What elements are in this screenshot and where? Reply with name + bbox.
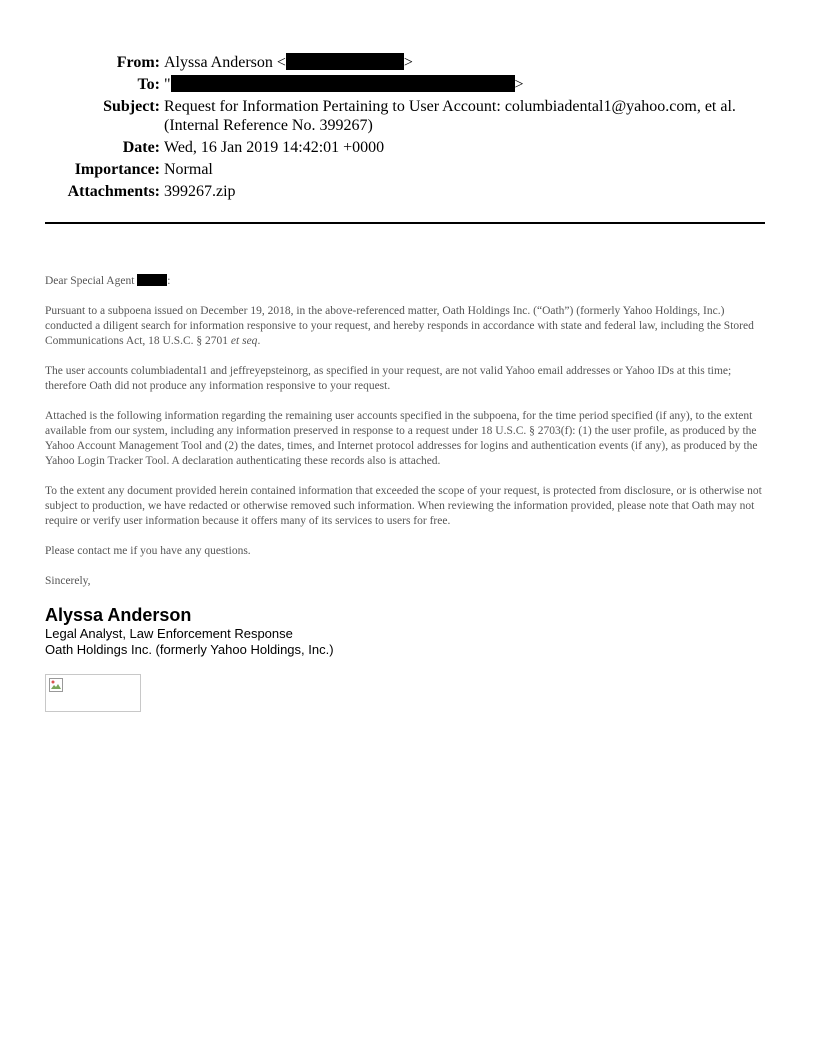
letter-body (45, 274, 771, 604)
to-row (0, 75, 816, 94)
signature-title: Legal Analyst, Law Enforcement Response (45, 626, 293, 641)
paragraph-redaction: To the extent any document provided herein contained information that exceeded the scope of your request, is protected from disclosure, or is otherwise not subject to production, we have redacted or otherwise removed such information. When reviewing the information provided, please note that Oath may not require or verify user information because it offers many of its services to users for free. (45, 485, 762, 527)
signature-block (45, 604, 334, 658)
email-header (0, 53, 816, 204)
redacted-email (286, 53, 404, 70)
paragraph-attached-info: Attached is the following information regarding the remaining user accounts specified in the subpoena, for the time period specified (if any), to the extent available from our system, including any information preserved in response to a request under 18 U.S.C. § 2703(f): (1) the user profile, as produced by the Yahoo Account Management Tool and (2) the dates, times, and Internet protocol addresses for logins and authentication events (if any), as produced by the Yahoo Login Tracker Tool. A declaration authenticating these records also is attached. (45, 410, 758, 467)
paragraph-contact: Please contact me if you have any questions. (45, 545, 251, 557)
broken-image-icon (49, 678, 63, 692)
date-row (0, 138, 816, 157)
date-label: Date: (122, 139, 160, 156)
paragraph-invalid-accounts: The user accounts columbiadental1 and jeffreyepsteinorg, as specified in your request, are not valid Yahoo email addresses or Yahoo IDs at this time; therefore Oath did not produce any information responsive to your request. (45, 365, 732, 392)
greeting-colon: : (167, 275, 171, 287)
to-label: To: (137, 76, 160, 93)
subject-row (0, 97, 816, 135)
greeting (45, 274, 771, 289)
greeting-text: Dear Special Agent (45, 275, 135, 287)
paragraph-subpoena-end: . (257, 335, 261, 347)
from-name: Alyssa Anderson < (164, 54, 286, 71)
paragraph-subpoena (45, 304, 771, 349)
signature-image (45, 674, 141, 712)
subject-label: Subject: (103, 98, 160, 115)
redacted-agent-name (137, 274, 167, 286)
from-row (0, 53, 816, 72)
attachments-label: Attachments: (67, 183, 160, 200)
to-close: > (514, 76, 524, 93)
from-label: From: (116, 54, 160, 71)
subject-line-2: (Internal Reference No. 399267) (164, 117, 373, 134)
paragraph-subpoena-text: Pursuant to a subpoena issued on December 19, 2018, in the above-referenced matter, Oath Holdings Inc. (“Oath”) (formerly Yahoo Holdings, Inc.) conducted a diligent search for information responsive to your request, and hereby responds in accordance with state and federal law, including the Stored Communications Act, 18 U.S.C. § 2701 (45, 305, 754, 347)
signature-company: Oath Holdings Inc. (formerly Yahoo Holdings, Inc.) (45, 642, 334, 657)
redacted-recipient (171, 75, 515, 92)
attachments-value[interactable]: 399267.zip (164, 183, 236, 200)
paragraph-subpoena-italic: et seq (230, 335, 258, 347)
closing: Sincerely, (45, 575, 91, 587)
importance-value: Normal (164, 161, 213, 178)
date-value: Wed, 16 Jan 2019 14:42:01 +0000 (164, 139, 385, 156)
signature-name: Alyssa Anderson (45, 605, 192, 625)
attachments-row (0, 182, 816, 201)
importance-row (0, 160, 816, 179)
importance-label: Importance: (74, 161, 160, 178)
subject-line-1: Request for Information Pertaining to User Account: columbiadental1@yahoo.com, et al. (164, 98, 736, 115)
to-open: " (164, 76, 171, 93)
header-divider (45, 222, 765, 224)
from-close: > (403, 54, 413, 71)
